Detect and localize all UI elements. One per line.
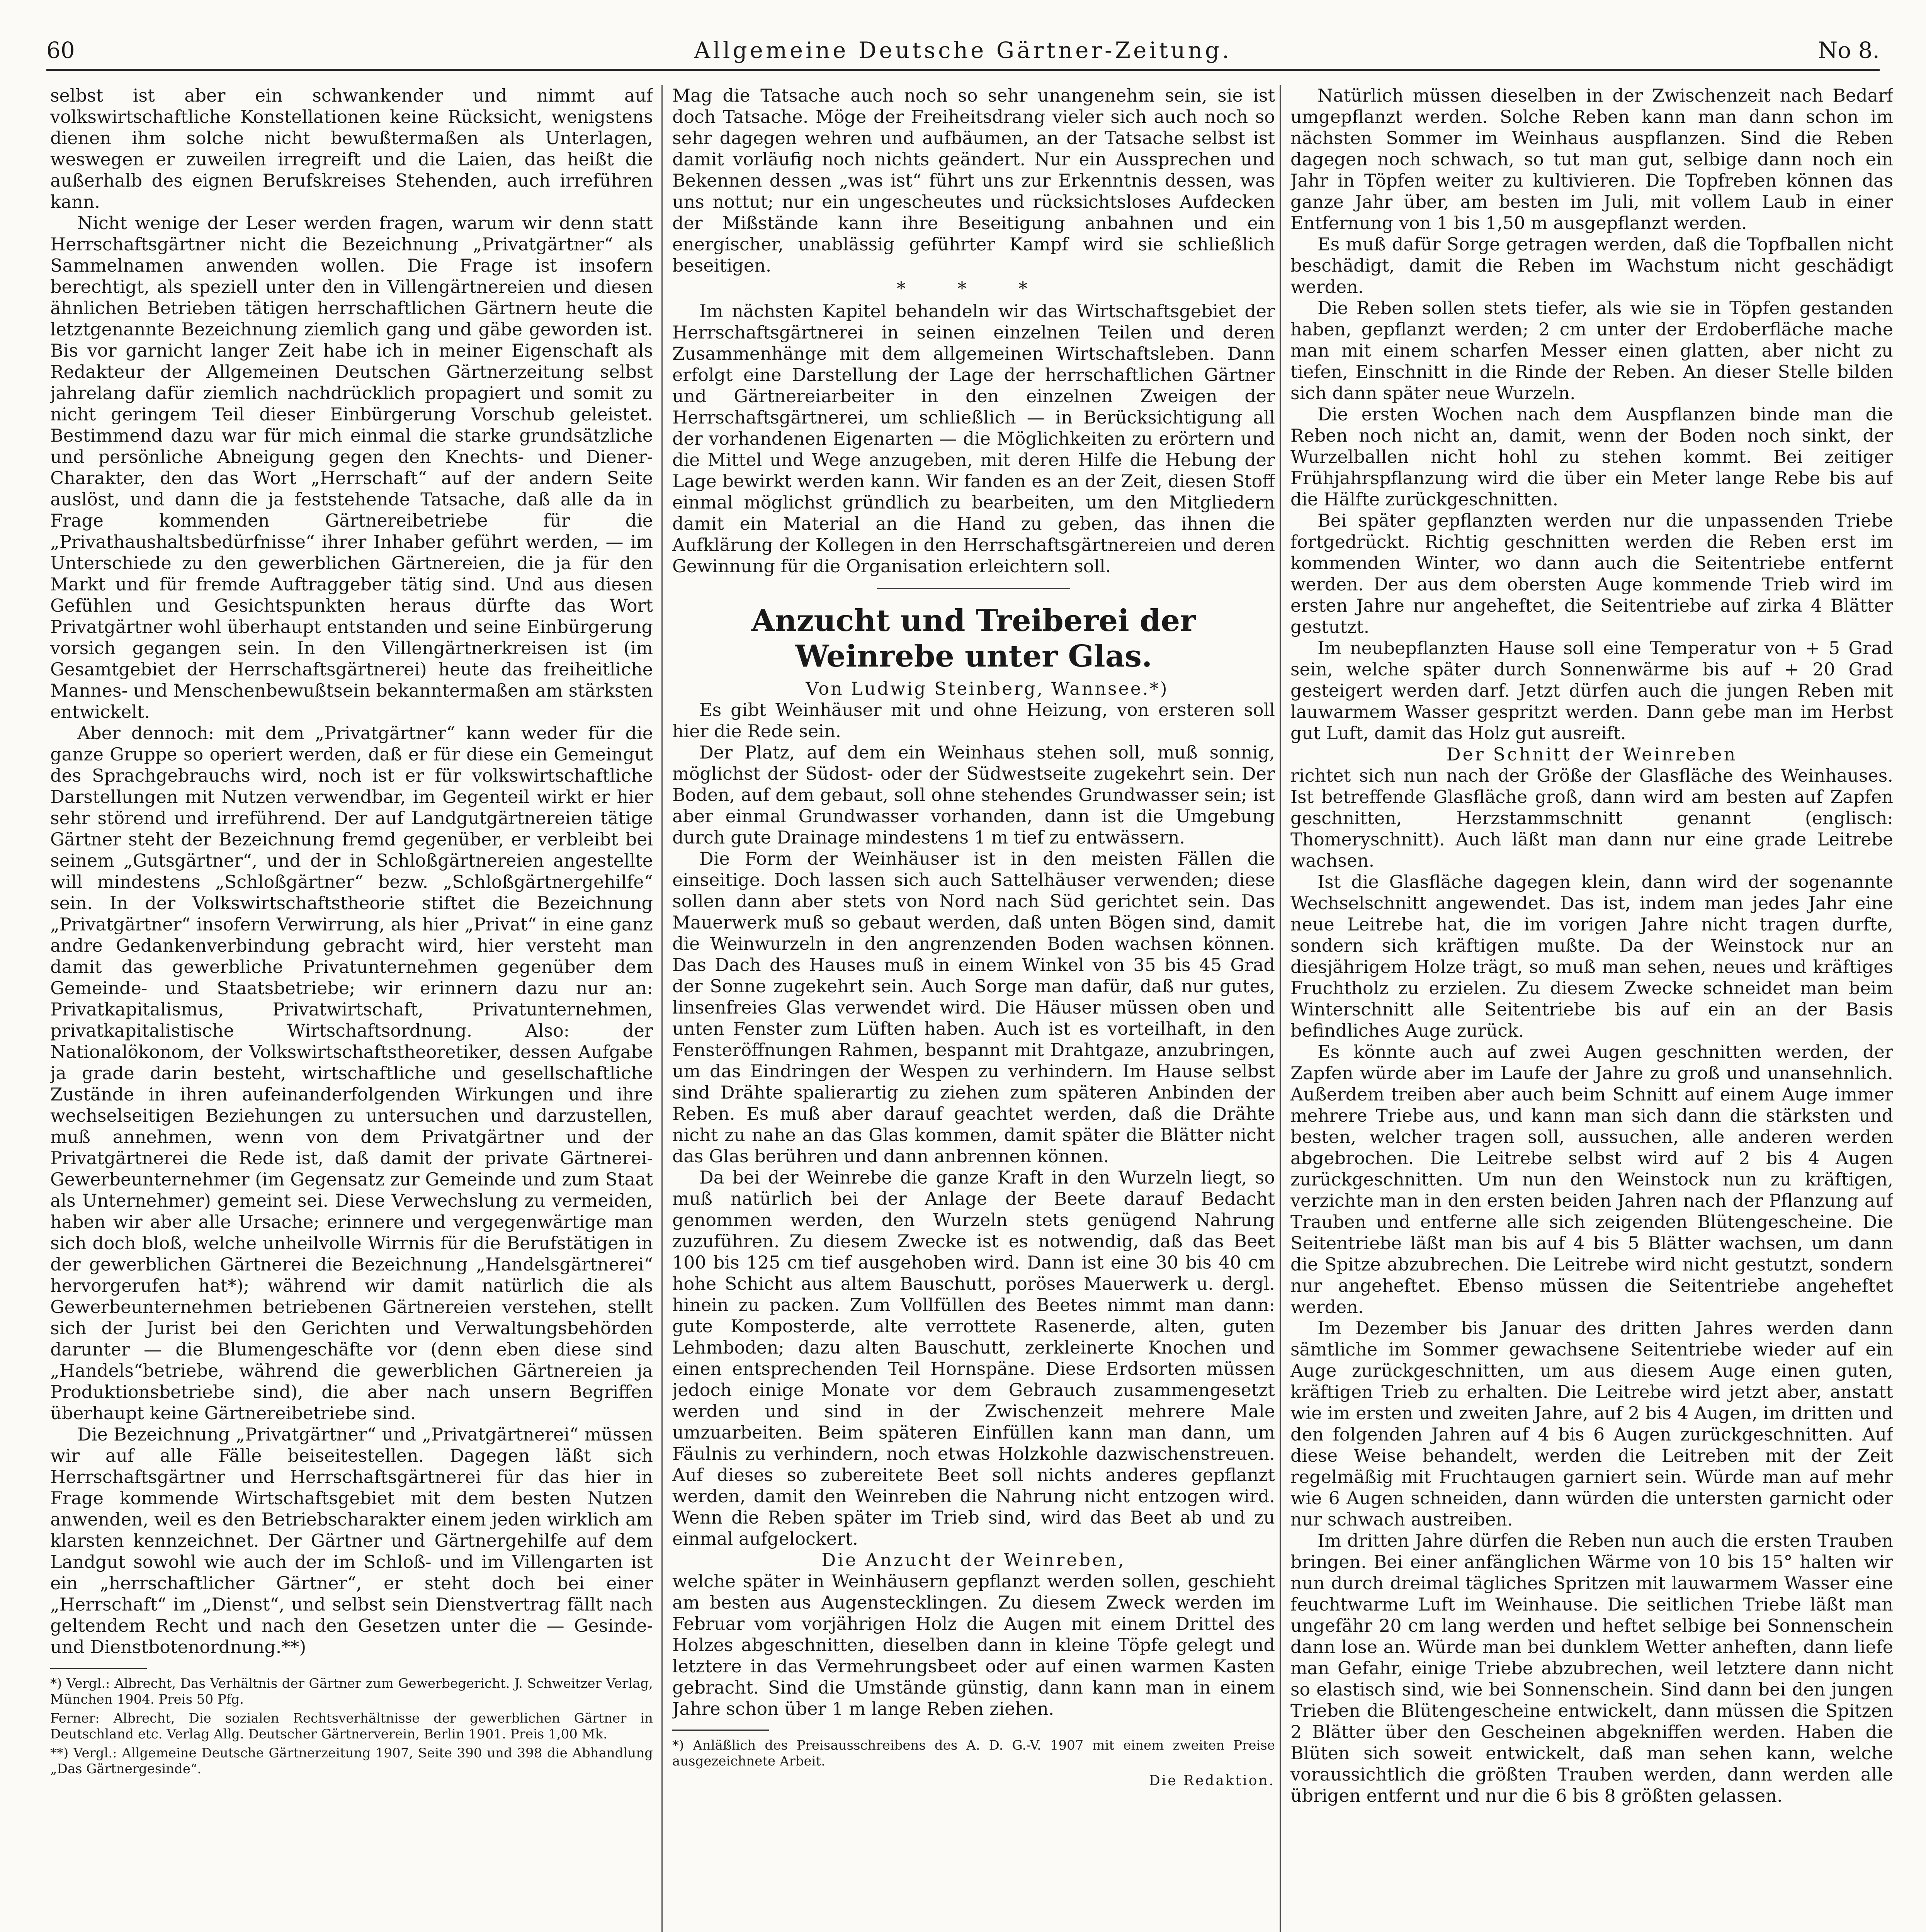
page-number: 60 <box>46 37 75 63</box>
paragraph: Die Reben sollen stets tiefer, als wie sie in Töpfen gestanden haben, gepflanzt werden; 2 cm unter der Erdoberfläche mache man mit einem scharfen Messer einen glatten, aber nicht zu tiefen, Einschnitt in die Rinde der Reben. An dieser Stelle bilden sich dann später neue Wurzeln. <box>1290 298 1893 403</box>
paragraph: Im neubepflanzten Hause soll eine Temperatur von + 5 Grad sein, welche später durch Sonnenwärme bis auf + 20 Grad gesteigert werden darf. Jetzt dürfen auch die jungen Reben mit lauwarmem Wasser gespritzt werden. Dann gebe man im Herbst gut Luft, damit das Holz gut ausreift. <box>1290 638 1893 743</box>
column-1 <box>50 85 653 1932</box>
footnote: *) Vergl.: Albrecht, Das Verhältnis der Gärtner zum Gewerbegericht. J. Schweitzer Verlag, München 1904. Preis 50 Pfg. <box>50 1676 653 1707</box>
paragraph: Ist die Glasfläche dagegen klein, dann wird der sogenannte Wechselschnitt angewendet. Das ist, indem man jedes Jahr eine neue Leitrebe hat, die im vorigen Jahre nicht tragen durfte, sondern sich kräftigen mußte. Da der Weinstock nur an diesjährigem Holze trägt, so muß man sehen, neues und kräftiges Fruchtholz zu erzielen. Zu diesem Zwecke schneidet man beim Winterschnitt alle Seitentriebe bis auf ein an der Basis befindliches Auge zurück. <box>1290 871 1893 1041</box>
paragraph: Es muß dafür Sorge getragen werden, daß die Topfballen nicht beschädigt, damit die Reben im Wachstum nicht geschädigt werden. <box>1290 234 1893 297</box>
newspaper-title: Allgemeine Deutsche Gärtner-Zeitung. <box>694 37 1232 63</box>
paragraph: Der Platz, auf dem ein Weinhaus stehen soll, muß sonnig, möglichst der Südost- oder der Südwestseite zugekehrt sein. Der Boden, auf dem gebaut, soll ohne stehendes Grundwasser sein; ist aber einmal Grundwasser vorhanden, dann ist die Umgebung durch gute Drainage mindestens 1 m tief zu entwässern. <box>672 742 1275 848</box>
paragraph: Die ersten Wochen nach dem Auspflanzen binde man die Reben noch nicht an, damit, wenn der Boden noch sinkt, der Wurzelballen nicht hohl zu stehen kommt. Bei zeitiger Frühjahrspflanzung wird die über ein Meter lange Rebe bis auf die Hälfte zurückgeschnitten. <box>1290 404 1893 510</box>
paragraph: Mag die Tatsache auch noch so sehr unangenehm sein, sie ist doch Tatsache. Möge der Freiheitsdrang vieler sich auch noch so sehr dagegen wehren und aufbäumen, an der Tatsache selbst ist damit vorläufig noch nichts geändert. Nur ein Aussprechen und Bekennen dessen „was ist“ führt uns zur Erkenntnis dessen, was uns nottut; nur ein ungescheutes und rücksichtsloses Aufdecken der Mißstände kann ihre Beseitigung anbahnen und ein energischer, unablässig geführter Kampf wird sie schließlich beseitigen. <box>672 85 1275 276</box>
paragraph: Es gibt Weinhäuser mit und ohne Heizung, von ersteren soll hier die Rede sein. <box>672 699 1275 742</box>
article-title: Anzucht und Treiberei der Weinrebe unter Glas. <box>751 603 1196 674</box>
paragraph: Die Form der Weinhäuser ist in den meisten Fällen die einseitige. Doch lassen sich auch Sattelhäuser verwenden; diese sollen dann aber stets von Nord nach Süd gerichtet sein. Das Mauerwerk muß so gebaut werden, daß unten Bögen sind, damit die Weinwurzeln in den angrenzenden Boden wachsen können. Das Dach des Hauses muß in einem Winkel von 35 bis 45 Grad der Sonne zugekehrt sein. Auch Sorge man dafür, daß nur gutes, linsenfreies Glas verwendet wird. Die Häuser müssen oben und unten Fenster zum Lüften haben. Auch ist es vorteilhaft, in den Fensteröffnungen Rahmen, bespannt mit Drahtgaze, anzubringen, um das Eindringen der Wespen zu verhindern. Im Hause selbst sind Drähte spalierartig zu ziehen zum späteren Anbinden der Reben. Es muß aber darauf geachtet werden, daß die Drähte nicht zu nahe an das Glas kommen, damit später die Blätter nicht das Glas berühren und dann anbrennen können. <box>672 848 1275 1167</box>
paragraph: selbst ist aber ein schwankender und nimmt auf volkswirtschaftliche Konstellationen keine Rücksicht, wenigstens dienen ihm solche nicht bewußtermaßen als Unterlagen, weswegen er zuweilen irregreift und die Laien, das heißt die außerhalb des eignen Berufskreises Stehenden, auch irreführen kann. <box>50 85 653 212</box>
paragraph: Im Dezember bis Januar des dritten Jahres werden dann sämtliche im Sommer gewachsene Seitentriebe wieder auf ein Auge zurückgeschnitten, um aus diesem Auge einen guten, kräftigen Trieb zu erhalten. Die Leitrebe wird jetzt aber, anstatt wie im ersten und zweiten Jahre, auf 2 bis 4 Augen, im dritten und den folgenden Jahren auf 4 bis 6 Augen zurückgeschnitten. Auf diese Weise behandelt, werden die Leitreben mit der Zeit regelmäßig mit Fruchtaugen garniert sein. Würde man auf mehr wie 6 Augen schneiden, dann würden die untersten garnicht oder nur schwach austreiben. <box>1290 1318 1893 1530</box>
column-2 <box>672 85 1275 1932</box>
paragraph: Da bei der Weinrebe die ganze Kraft in den Wurzeln liegt, so muß natürlich bei der Anlage der Beete darauf Bedacht genommen werden, den Wurzeln stets genügend Nahrung zuzuführen. Zu diesem Zwecke ist es notwendig, daß das Beet 100 bis 125 cm tief ausgehoben wird. Dann ist eine 30 bis 40 cm hohe Schicht aus altem Bauschutt, poröses Mauerwerk u. dergl. hinein zu packen. Zum Vollfüllen des Beetes nimmt man dann: gute Komposterde, alte verrottete Rasenerde, alten, guten Lehmboden; dazu alten Bauschutt, zerkleinerte Knochen und einen entsprechenden Teil Hornspäne. Diese Erdsorten müssen jedoch einige Monate vor dem Gebrauch zusammengesetzt werden und sind in der Zwischenzeit mehrere Male umzuarbeiten. Beim späteren Einfüllen kann man dann, um Fäulnis zu verhindern, noch etwas Holzkohle dazwischenstreuen. Auf dieses so zubereitete Beet soll nichts anderes gepflanzt werden, damit den Weinreben die Nahrung nicht entzogen wird. Wenn die Reben später im Trieb sind, wird das Beet ab und zu einmal aufgelockert. <box>672 1167 1275 1549</box>
paragraph: Es könnte auch auf zwei Augen geschnitten werden, der Zapfen würde aber im Laufe der Jahre zu groß und unansehnlich. Außerdem treiben aber auch beim Schnitt auf einem Auge immer mehrere Triebe aus, und kann man sich dann die stärksten und besten, welcher tragen soll, aussuchen, alle anderen werden abgebrochen. Die Leitrebe selbst wird auf 2 bis 4 Augen zurückgeschnitten. Um nun den Weinstock nun zu kräftigen, verzichte man in den ersten beiden Jahren nach der Pflanzung auf Trauben und entferne alle sich zeigenden Blütengescheine. Die Seitentriebe läßt man bis auf 4 bis 5 Blätter wachsen, um dann die Spitze abzubrechen. Die Leitrebe wird nicht gestutzt, sondern nur angeheftet. Ebenso müssen die Seitentriebe angeheftet werden. <box>1290 1041 1893 1317</box>
paragraph: richtet sich nun nach der Größe der Glasfläche des Weinhauses. Ist betreffende Glasfläche groß, dann wird am besten auf Zapfen geschnitten, Herzstammschnitt genannt (englisch: Thomeryschnitt). Auch läßt man dann nur eine grade Leitrebe wachsen. <box>1290 765 1893 871</box>
column-3 <box>1290 85 1893 1932</box>
column-divider <box>1280 85 1281 1932</box>
footnote: **) Vergl.: Allgemeine Deutsche Gärtnerzeitung 1907, Seite 390 und 398 die Abhandlung „Das Gärtnergesinde“. <box>50 1745 653 1777</box>
section-separator: * * * <box>896 278 1051 299</box>
article-rule <box>877 588 1070 589</box>
paragraph: Bei später gepflanzten werden nur die unpassenden Triebe fortgedrückt. Richtig geschnitten werden die Reben erst im kommenden Winter, wo dann auch die Seitentriebe entfernt werden. Der aus dem obersten Auge kommende Trieb wird im ersten Jahre nur angeheftet, die Seitentriebe auf zirka 4 Blätter gestutzt. <box>1290 510 1893 637</box>
paragraph: Im nächsten Kapitel behandeln wir das Wirtschaftsgebiet der Herrschaftsgärtnerei in seinen einzelnen Teilen und deren Zusammenhänge mit dem allgemeinen Wirtschaftsleben. Dann erfolgt eine Darstellung der Lage der herrschaftlichen Gärtner und Gärtnereiarbeiter in den einzelnen Zweigen der Herrschaftsgärtnerei, um schließlich — in Berücksichtigung all der vorhandenen Eigenarten — die Möglichkeiten zu erörtern und die Mittel und Wege anzugeben, mit deren Hilfe die Hebung der Lage bewirkt werden kann. Wir fanden es an der Zeit, diesen Stoff einmal möglichst gründlich zu bearbeiten, um den Mitgliedern damit ein Material an die Hand zu geben, das ihnen die Aufklärung der Kollegen in den Herrschaftsgärtnereien und deren Gewinnung für die Organisation erleichtern soll. <box>672 301 1275 577</box>
footnote: *) Anläßlich des Preisausschreibens des A. D. G.-V. 1907 mit einem zweiten Preise ausgezeichnete Arbeit. <box>672 1738 1275 1769</box>
article-byline: Von Ludwig Steinberg, Wannsee.*) <box>806 678 1169 699</box>
issue-number: No 8. <box>1818 37 1880 63</box>
footnote: Ferner: Albrecht, Die sozialen Rechtsverhältnisse der gewerblichen Gärtner in Deutschland etc. Verlag Allg. Deutscher Gärtnerverein, Berlin 1901. Preis 1,00 Mk. <box>50 1711 653 1742</box>
footnote-rule <box>672 1730 769 1731</box>
paragraph: Im dritten Jahre dürfen die Reben nun auch die ersten Trauben bringen. Bei einer anfänglichen Wärme von 10 bis 15° halten wir nun durch dreimal tägliches Spritzen mit lauwarmem Wasser eine feuchtwarme Luft im Weinhause. Die seitlichen Triebe läßt man ungefähr 20 cm lang werden und heftet selbige bei Sonnenschein dann lose an. Würde man bei dunklem Wetter anheften, dann liefe man Gefahr, einige Triebe abzubrechen, weil letztere dann nicht so elastisch sind, wie bei Sonnenschein. Sind dann bei den jungen Trieben die Blütengescheine entwickelt, dann müssen die Spitzen 2 Blätter über den Gescheinen abgekniffen werden. Haben die Blüten sich soweit entwickelt, daß man sehen kann, welche voraussichtlich die größten Trauben werden, dann werden alle übrigen entfernt und nur die 6 bis 8 größten gelassen. <box>1290 1530 1893 1806</box>
paragraph: Natürlich müssen dieselben in der Zwischenzeit nach Bedarf umgepflanzt werden. Solche Reben kann man dann schon im nächsten Sommer im Weinhaus auspflanzen. Sind die Reben dagegen noch schwach, so tut man gut, selbige dann noch ein Jahr in Töpfen weiter zu kultivieren. Die Topfreben können das ganze Jahr über, am besten im Juli, mit vollem Laub in einer Entfernung von 1 bis 1,50 m ausgepflanzt werden. <box>1290 85 1893 233</box>
page-header <box>46 15 1880 73</box>
header-rule <box>46 69 1880 71</box>
footnote-rule <box>50 1668 147 1669</box>
paragraph: Aber dennoch: mit dem „Privatgärtner“ kann weder für die ganze Gruppe so operiert werden, daß er für diese ein Gemeingut des Sprachgebrauchs wird, noch ist er für volkswirtschaftliche Darstellungen mit Nutzen verwendbar, im Gegenteil wirkt er hier sehr störend und irreführend. Der auf Landgutgärtnereien tätige Gärtner steht der Bezeichnung fremd gegenüber, er verbleibt bei seinem „Gutsgärtner“, und der in Schloßgärtnereien angestellte will mindestens „Schloßgärtner“ bezw. „Schloßgärtnergehilfe“ sein. In der Volkswirtschaftstheorie stiftet die Bezeichnung „Privatgärtner“ insofern Verwirrung, als hier „Privat“ in eine ganz andre Gedankenverbindung gebracht wird, hier versteht man damit das gewerbliche Privatunternehmen gegenüber dem Gemeinde- und Staatsbetriebe; wir erinnern dazu nur an: Privatkapitalismus, Privatwirtschaft, Privatunternehmen, privatkapitalistische Wirtschaftsordnung. Also: der Nationalökonom, der Volkswirtschaftstheoretiker, dessen Aufgabe ja grade darin besteht, wirtschaftliche und gesellschaftliche Zustände in ihren aufeinanderfolgenden Wirkungen und ihre wechselseitigen Beziehungen zu untersuchen und darzustellen, muß annehmen, wenn von dem Privatgärtner und der Privatgärtnerei die Rede ist, daß damit der private Gärtnerei-Gewerbeunternehmer (im Gegensatz zur Gemeinde und zum Staat als Unternehmer) gemeint sei. Diese Verwechslung zu vermeiden, haben wir aber alle Ursache; erinnere und vergegenwärtige man sich doch bloß, welche unheilvolle Wirrnis für die Berufstätigen in der gewerblichen Gärtnerei die Bezeichnung „Handelsgärtnerei“ hervorgerufen hat*); während wir damit natürlich die als Gewerbeunternehmen betriebenen Gärtnereien verstehen, stellt sich der Jurist bei den Gerichten und Verwaltungsbehörden darunter — die Blumengeschäfte vor (denn eben diese sind „Handels“betriebe, während die gewerblichen Gärtnereien ja Produktionsbetriebe sind), die aber nach unsern Begriffen überhaupt keine Gärtnereibetriebe sind. <box>50 723 653 1423</box>
editor-signoff: Die Redaktion. <box>1149 1773 1275 1789</box>
paragraph: Nicht wenige der Leser werden fragen, warum wir denn statt Herrschaftsgärtner nicht die Bezeichnung „Privatgärtner“ als Sammelnamen anwenden wollen. Die Frage ist insofern berechtigt, als speziell unter den in Villengärtnereien und diesen ähnlichen Betrieben tätigen herrschaftlichen Gärtnern heute die letztgenannte Bezeichnung ziemlich gang und gäbe geworden ist. Bis vor garnicht langer Zeit habe ich in meiner Eigenschaft als Redakteur der Allgemeinen Deutschen Gärtnerzeitung selbst jahrelang dafür ziemlich nachdrücklich propagiert und somit zu nicht geringem Teil dieser Einbürgerung Vorschub geleistet. Bestimmend dazu war für mich einmal die starke grundsätzliche und persönliche Abneigung gegen den Knechts- und Diener-Charakter, den das Wort „Herrschaft“ auf der andern Seite auslöst, und dann die ja feststehende Tatsache, daß alle da in Frage kommenden Gärtnereibetriebe für die „Privathaushaltsbedürfnisse“ ihrer Inhaber geführt werden, — im Unterschiede zu den gewerblichen Gärtnereien, die ja für den Markt und für fremde Auftraggeber tätig sind. Und aus diesen Gefühlen und Gesichtspunkten heraus dürfte das Wort Privatgärtner wohl überhaupt entstanden und seine Einbürgerung vorsich gegangen sein. In den Villengärtnerkreisen ist (im Gesamtgebiet der Herrschaftsgärtnerei) heute das freiheitliche Mannes- und Menschenbewußtsein bekanntermaßen am stärksten entwickelt. <box>50 213 653 722</box>
column-divider <box>661 85 663 1932</box>
subheading: Die Anzucht der Weinreben, <box>821 1549 1126 1570</box>
subheading: Der Schnitt der Weinreben <box>1446 744 1737 765</box>
paragraph: Die Bezeichnung „Privatgärtner“ und „Privatgärtnerei“ müssen wir auf alle Fälle beiseitestellen. Dagegen läßt sich Herrschaftsgärtner und Herrschaftsgärtnerei für das hier in Frage kommende Wirtschaftsgebiet mit dem besten Nutzen anwenden, weil es den Betriebscharakter einem jeden wirklich am klarsten kennzeichnet. Der Gärtner und Gärtnergehilfe auf dem Landgut sowohl wie auch der im Schloß- und im Villengarten ist ein „herrschaftlicher Gärtner“, er steht doch bei einer „Herrschaft“ im „Dienst“, und selbst sein Dienstvertrag fällt nach geltendem Recht und nach den Gesetzen unter die — Gesinde- und Dienstbotenordnung.**) <box>50 1424 653 1657</box>
paragraph: welche später in Weinhäusern gepflanzt werden sollen, geschieht am besten aus Augenstecklingen. Zu diesem Zweck werden im Februar vom vorjährigen Holz die Augen mit einem Drittel des Holzes abgeschnitten, dieselben dann in kleine Töpfe gelegt und letztere in das Vermehrungsbeet oder auf einen warmen Kasten gebracht. Sind die Umstände günstig, dann kann man in einem Jahre schon über 1 m lange Reben ziehen. <box>672 1571 1275 1719</box>
